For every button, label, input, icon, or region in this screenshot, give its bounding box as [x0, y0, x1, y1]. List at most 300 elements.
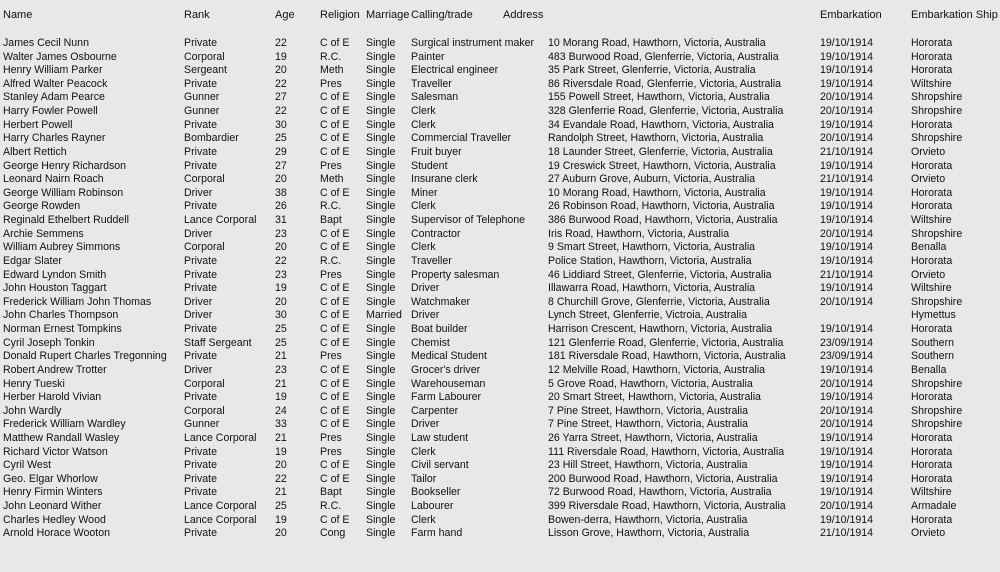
- cell-marriage: Single: [366, 431, 396, 444]
- cell-trade: Fruit buyer: [411, 145, 462, 158]
- cell-address: 86 Riversdale Road, Glenferrie, Victoria, Australia: [548, 77, 781, 90]
- cell-address: 399 Riversdale Road, Hawthorn, Victoria, Australia: [548, 500, 786, 513]
- cell-rank: Private: [184, 268, 217, 281]
- cell-religion: C of E: [320, 377, 350, 390]
- table-row: [0, 119, 1000, 133]
- cell-marriage: Single: [366, 254, 396, 267]
- table-row: [0, 405, 1000, 419]
- cell-address: 9 Smart Street, Hawthorn, Victoria, Australia: [548, 241, 756, 254]
- cell-address: Iris Road, Hawthorn, Victoria, Australia: [548, 227, 730, 240]
- cell-marriage: Single: [366, 472, 396, 485]
- cell-trade: Student: [411, 159, 448, 172]
- cell-address: 10 Morang Road, Hawthorn, Victoria, Australia: [548, 37, 766, 49]
- cell-address: 20 Smart Street, Hawthorn, Victoria, Australia: [548, 391, 761, 404]
- cell-address: 155 Powell Street, Hawthorn, Victoria, Australia: [548, 91, 770, 104]
- cell-age: 25: [275, 336, 287, 349]
- cell-marriage: Single: [366, 445, 396, 458]
- cell-rank: Corporal: [184, 404, 225, 417]
- cell-address: Illawarra Road, Hawthorn, Victoria, Australia: [548, 282, 756, 295]
- cell-age: 22: [275, 37, 287, 49]
- cell-religion: C of E: [320, 391, 350, 404]
- cell-trade: Traveller: [411, 77, 452, 90]
- cell-rank: Gunner: [184, 418, 220, 431]
- cell-name: Herbert Powell: [3, 118, 73, 131]
- cell-marriage: Single: [366, 377, 396, 390]
- table-row: [0, 187, 1000, 201]
- cell-trade: Boat builder: [411, 323, 468, 336]
- cell-ship: Hororata: [911, 459, 953, 472]
- cell-rank: Private: [184, 254, 217, 267]
- cell-marriage: Single: [366, 268, 396, 281]
- cell-address: 34 Evandale Road, Hawthorn, Victoria, Australia: [548, 118, 774, 131]
- cell-marriage: Single: [366, 200, 396, 213]
- cell-name: Charles Hedley Wood: [3, 513, 106, 526]
- cell-marriage: Single: [366, 282, 396, 295]
- cell-embarkation: 23/09/1914: [820, 350, 874, 363]
- cell-age: 21: [275, 350, 287, 363]
- cell-trade: Property salesman: [411, 268, 500, 281]
- cell-age: 22: [275, 472, 287, 485]
- cell-marriage: Single: [366, 527, 396, 540]
- table-row: [0, 432, 1000, 446]
- cell-religion: Pres: [320, 445, 342, 458]
- cell-ship: Hororata: [911, 445, 953, 458]
- cell-embarkation: 21/10/1914: [820, 173, 874, 186]
- cell-age: 38: [275, 186, 287, 199]
- cell-age: 31: [275, 214, 287, 227]
- cell-trade: Medical Student: [411, 350, 487, 363]
- header-address: Address: [503, 9, 544, 21]
- cell-ship: Hymettus: [911, 309, 956, 322]
- cell-trade: Bookseller: [411, 486, 461, 499]
- cell-religion: Meth: [320, 64, 344, 77]
- cell-embarkation: 19/10/1914: [820, 391, 874, 404]
- cell-trade: Clerk: [411, 241, 436, 254]
- cell-embarkation: 20/10/1914: [820, 295, 874, 308]
- cell-trade: Salesman: [411, 91, 459, 104]
- cell-age: 29: [275, 145, 287, 158]
- cell-name: William Aubrey Simmons: [3, 241, 121, 254]
- table-row: [0, 160, 1000, 174]
- table-row: [0, 78, 1000, 92]
- header-ship: Embarkation Ship: [911, 9, 998, 21]
- cell-embarkation: 19/10/1914: [820, 214, 874, 227]
- cell-marriage: Single: [366, 37, 396, 49]
- table-row: [0, 228, 1000, 242]
- cell-trade: Clerk: [411, 445, 436, 458]
- cell-name: James Cecil Nunn: [3, 37, 89, 49]
- cell-marriage: Single: [366, 513, 396, 526]
- cell-embarkation: 19/10/1914: [820, 241, 874, 254]
- cell-rank: Private: [184, 350, 217, 363]
- cell-religion: C of E: [320, 309, 350, 322]
- cell-ship: Hororata: [911, 118, 953, 131]
- cell-age: 27: [275, 159, 287, 172]
- cell-marriage: Single: [366, 404, 396, 417]
- table-row: [0, 350, 1000, 364]
- cell-ship: Shropshire: [911, 377, 963, 390]
- cell-marriage: Married: [366, 309, 402, 322]
- cell-name: Geo. Elgar Whorlow: [3, 472, 98, 485]
- cell-embarkation: 20/10/1914: [820, 418, 874, 431]
- cell-age: 27: [275, 91, 287, 104]
- cell-rank: Private: [184, 486, 217, 499]
- cell-ship: Orvieto: [911, 145, 946, 158]
- cell-name: Henry Tueski: [3, 377, 65, 390]
- cell-address: 46 Liddiard Street, Glenferrie, Victoria, Australia: [548, 268, 772, 281]
- cell-age: 33: [275, 418, 287, 431]
- cell-marriage: Single: [366, 500, 396, 513]
- cell-ship: Hororata: [911, 159, 953, 172]
- cell-ship: Orvieto: [911, 173, 946, 186]
- cell-age: 20: [275, 64, 287, 77]
- cell-name: Frederick William John Thomas: [3, 295, 152, 308]
- cell-name: Reginald Ethelbert Ruddell: [3, 214, 130, 227]
- table-row: [0, 146, 1000, 160]
- cell-ship: Southern: [911, 350, 954, 363]
- cell-trade: Commercial Traveller: [411, 132, 512, 145]
- table-row: [0, 91, 1000, 105]
- cell-religion: C of E: [320, 513, 350, 526]
- cell-embarkation: 20/10/1914: [820, 91, 874, 104]
- cell-address: 12 Melville Road, Hawthorn, Victoria, Australia: [548, 363, 766, 376]
- cell-name: Alfred Walter Peacock: [3, 77, 108, 90]
- cell-marriage: Single: [366, 486, 396, 499]
- cell-ship: Shropshire: [911, 295, 963, 308]
- cell-address: 111 Riversdale Road, Hawthorn, Victoria, Australia: [548, 445, 785, 458]
- cell-marriage: Single: [366, 459, 396, 472]
- cell-ship: Hororata: [911, 50, 953, 63]
- cell-religion: Meth: [320, 173, 344, 186]
- table-row: [0, 459, 1000, 473]
- cell-marriage: Single: [366, 227, 396, 240]
- cell-marriage: Single: [366, 350, 396, 363]
- header-rank: Rank: [184, 9, 210, 21]
- cell-embarkation: 21/10/1914: [820, 145, 874, 158]
- cell-name: Henry Firmin Winters: [3, 486, 103, 499]
- cell-embarkation: 19/10/1914: [820, 486, 874, 499]
- table-row: [0, 473, 1000, 487]
- cell-name: John Houston Taggart: [3, 282, 107, 295]
- cell-ship: Hororata: [911, 64, 953, 77]
- cell-marriage: Single: [366, 105, 396, 118]
- cell-ship: Wiltshire: [911, 282, 952, 295]
- cell-trade: Supervisor of Telephone: [411, 214, 526, 227]
- table-row: [0, 527, 1000, 541]
- cell-embarkation: 19/10/1914: [820, 513, 874, 526]
- cell-name: Herber Harold Vivian: [3, 391, 102, 404]
- cell-rank: Private: [184, 77, 217, 90]
- cell-age: 24: [275, 404, 287, 417]
- cell-rank: Driver: [184, 309, 213, 322]
- cell-embarkation: 19/10/1914: [820, 37, 874, 49]
- cell-name: Cyril West: [3, 459, 52, 472]
- cell-address: Lynch Street, Glenferrie, Victroia, Australia: [548, 309, 748, 322]
- table-row: [0, 296, 1000, 310]
- cell-marriage: Single: [366, 295, 396, 308]
- cell-trade: Clerk: [411, 200, 436, 213]
- cell-age: 20: [275, 173, 287, 186]
- cell-address: 27 Auburn Grove, Auburn, Victoria, Australia: [548, 173, 756, 186]
- cell-name: Robert Andrew Trotter: [3, 363, 107, 376]
- cell-trade: Driver: [411, 309, 440, 322]
- header-age: Age: [275, 9, 295, 21]
- cell-address: 10 Morang Road, Hawthorn, Victoria, Australia: [548, 186, 766, 199]
- cell-age: 23: [275, 268, 287, 281]
- cell-address: 35 Park Street, Glenferrie, Victoria, Australia: [548, 64, 756, 77]
- cell-name: Walter James Osbourne: [3, 50, 117, 63]
- cell-embarkation: 23/09/1914: [820, 336, 874, 349]
- cell-name: Henry William Parker: [3, 64, 103, 77]
- cell-ship: Hororata: [911, 186, 953, 199]
- cell-embarkation: 19/10/1914: [820, 459, 874, 472]
- header-name: Name: [3, 9, 33, 21]
- cell-trade: Grocer's driver: [411, 363, 481, 376]
- cell-trade: Clerk: [411, 105, 436, 118]
- cell-age: 21: [275, 377, 287, 390]
- cell-embarkation: 19/10/1914: [820, 445, 874, 458]
- table-row: [0, 105, 1000, 119]
- cell-rank: Private: [184, 37, 217, 49]
- cell-embarkation: 19/10/1914: [820, 363, 874, 376]
- cell-trade: Labourer: [411, 500, 454, 513]
- cell-religion: C of E: [320, 295, 350, 308]
- cell-address: 19 Creswick Street, Hawthorn, Victoria, Australia: [548, 159, 776, 172]
- cell-marriage: Single: [366, 77, 396, 90]
- cell-rank: Corporal: [184, 377, 225, 390]
- cell-religion: Bapt: [320, 486, 342, 499]
- cell-religion: C of E: [320, 363, 350, 376]
- cell-ship: Orvieto: [911, 268, 946, 281]
- cell-age: 25: [275, 323, 287, 336]
- cell-ship: Wiltshire: [911, 486, 952, 499]
- cell-religion: C of E: [320, 37, 350, 49]
- cell-religion: R.C.: [320, 50, 342, 63]
- cell-trade: Law student: [411, 431, 469, 444]
- table-row: [0, 200, 1000, 214]
- cell-religion: Bapt: [320, 214, 342, 227]
- cell-marriage: Single: [366, 132, 396, 145]
- cell-age: 21: [275, 486, 287, 499]
- cell-ship: Benalla: [911, 363, 947, 376]
- cell-rank: Driver: [184, 363, 213, 376]
- table-row: [0, 418, 1000, 432]
- cell-religion: C of E: [320, 132, 350, 145]
- cell-rank: Bombardier: [184, 132, 239, 145]
- cell-address: 72 Burwood Road, Hawthorn, Victoria, Australia: [548, 486, 772, 499]
- cell-trade: Electrical engineer: [411, 64, 499, 77]
- cell-marriage: Single: [366, 363, 396, 376]
- cell-age: 22: [275, 77, 287, 90]
- cell-religion: Pres: [320, 268, 342, 281]
- cell-rank: Private: [184, 200, 217, 213]
- cell-ship: Orvieto: [911, 527, 946, 540]
- cell-embarkation: 20/10/1914: [820, 227, 874, 240]
- cell-age: 30: [275, 309, 287, 322]
- cell-age: 20: [275, 459, 287, 472]
- table-row: [0, 337, 1000, 351]
- table-row: [0, 64, 1000, 78]
- cell-age: 22: [275, 254, 287, 267]
- cell-religion: Pres: [320, 159, 342, 172]
- cell-ship: Armadale: [911, 500, 957, 513]
- cell-religion: Pres: [320, 350, 342, 363]
- cell-rank: Corporal: [184, 173, 225, 186]
- header-embarkation: Embarkation: [820, 9, 882, 21]
- cell-name: Frederick William Wardley: [3, 418, 126, 431]
- cell-marriage: Single: [366, 145, 396, 158]
- cell-name: Edward Lyndon Smith: [3, 268, 107, 281]
- cell-age: 19: [275, 50, 287, 63]
- cell-address: 8 Churchill Grove, Glenferrie, Victoria, Australia: [548, 295, 770, 308]
- cell-name: Richard Victor Watson: [3, 445, 108, 458]
- cell-rank: Lance Corporal: [184, 214, 257, 227]
- table-row: [0, 132, 1000, 146]
- cell-age: 30: [275, 118, 287, 131]
- cell-name: Cyril Joseph Tonkin: [3, 336, 95, 349]
- cell-ship: Hororata: [911, 472, 953, 485]
- cell-embarkation: 21/10/1914: [820, 527, 874, 540]
- cell-embarkation: 19/10/1914: [820, 50, 874, 63]
- table-row: [0, 514, 1000, 528]
- cell-trade: Traveller: [411, 254, 452, 267]
- cell-age: 25: [275, 500, 287, 513]
- cell-name: Arnold Horace Wooton: [3, 527, 110, 540]
- cell-trade: Carpenter: [411, 404, 459, 417]
- cell-marriage: Single: [366, 323, 396, 336]
- cell-name: George Rowden: [3, 200, 81, 213]
- cell-rank: Private: [184, 282, 217, 295]
- cell-age: 26: [275, 200, 287, 213]
- cell-rank: Gunner: [184, 105, 220, 118]
- header-religion: Religion: [320, 9, 360, 21]
- cell-address: 386 Burwood Road, Hawthorn, Victoria, Australia: [548, 214, 778, 227]
- cell-address: 483 Burwood Road, Glenferrie, Victoria, Australia: [548, 50, 779, 63]
- cell-rank: Staff Sergeant: [184, 336, 252, 349]
- cell-rank: Driver: [184, 295, 213, 308]
- cell-religion: C of E: [320, 145, 350, 158]
- table-row: [0, 37, 1000, 51]
- table-row: [0, 323, 1000, 337]
- table-row: [0, 241, 1000, 255]
- cell-ship: Shropshire: [911, 404, 963, 417]
- cell-marriage: Single: [366, 91, 396, 104]
- cell-embarkation: 19/10/1914: [820, 472, 874, 485]
- cell-religion: C of E: [320, 186, 350, 199]
- cell-religion: C of E: [320, 282, 350, 295]
- cell-marriage: Single: [366, 418, 396, 431]
- table-row: [0, 500, 1000, 514]
- cell-embarkation: 19/10/1914: [820, 282, 874, 295]
- cell-marriage: Single: [366, 64, 396, 77]
- cell-marriage: Single: [366, 241, 396, 254]
- cell-age: 20: [275, 241, 287, 254]
- cell-embarkation: 19/10/1914: [820, 159, 874, 172]
- cell-trade: Driver: [411, 418, 440, 431]
- cell-trade: Civil servant: [411, 459, 469, 472]
- cell-name: Norman Ernest Tompkins: [3, 323, 122, 336]
- cell-religion: Pres: [320, 77, 342, 90]
- cell-religion: R.C.: [320, 500, 342, 513]
- cell-address: 7 Pine Street, Hawthorn, Victoria, Australia: [548, 404, 749, 417]
- cell-trade: Tailor: [411, 472, 437, 485]
- cell-religion: Pres: [320, 431, 342, 444]
- cell-rank: Lance Corporal: [184, 431, 257, 444]
- cell-rank: Private: [184, 323, 217, 336]
- cell-address: 181 Riversdale Road, Hawthorn, Victoria, Australia: [548, 350, 786, 363]
- cell-embarkation: 19/10/1914: [820, 77, 874, 90]
- cell-embarkation: 19/10/1914: [820, 431, 874, 444]
- cell-rank: Private: [184, 145, 217, 158]
- cell-address: 7 Pine Street, Hawthorn, Victoria, Australia: [548, 418, 749, 431]
- cell-name: Donald Rupert Charles Tregonning: [3, 350, 167, 363]
- table-header: [0, 6, 1000, 24]
- cell-trade: Painter: [411, 50, 445, 63]
- cell-age: 22: [275, 105, 287, 118]
- table-row: [0, 391, 1000, 405]
- cell-trade: Clerk: [411, 513, 436, 526]
- cell-religion: R.C.: [320, 254, 342, 267]
- cell-rank: Lance Corporal: [184, 513, 257, 526]
- cell-name: John Leonard Wither: [3, 500, 102, 513]
- cell-age: 19: [275, 513, 287, 526]
- cell-ship: Hororata: [911, 391, 953, 404]
- cell-ship: Hororata: [911, 200, 953, 213]
- cell-age: 19: [275, 445, 287, 458]
- cell-ship: Shropshire: [911, 132, 963, 145]
- cell-rank: Gunner: [184, 91, 220, 104]
- cell-rank: Private: [184, 391, 217, 404]
- cell-marriage: Single: [366, 391, 396, 404]
- cell-embarkation: 20/10/1914: [820, 404, 874, 417]
- cell-address: 23 Hill Street, Hawthorn, Victoria, Australia: [548, 459, 748, 472]
- cell-embarkation: 19/10/1914: [820, 254, 874, 267]
- cell-name: Albert Rettich: [3, 145, 67, 158]
- cell-address: 200 Burwood Road, Hawthorn, Victoria, Australia: [548, 472, 778, 485]
- cell-religion: C of E: [320, 105, 350, 118]
- cell-address: Bowen-derra, Hawthorn, Victoria, Australia: [548, 513, 748, 526]
- cell-address: 18 Launder Street, Glenferrie, Victoria, Australia: [548, 145, 773, 158]
- cell-marriage: Single: [366, 50, 396, 63]
- cell-embarkation: 19/10/1914: [820, 186, 874, 199]
- cell-religion: R.C.: [320, 200, 342, 213]
- cell-name: John Wardly: [3, 404, 62, 417]
- cell-ship: Hororata: [911, 254, 953, 267]
- cell-ship: Hororata: [911, 513, 953, 526]
- cell-embarkation: 20/10/1914: [820, 500, 874, 513]
- cell-religion: C of E: [320, 118, 350, 131]
- cell-age: 21: [275, 431, 287, 444]
- cell-religion: Cong: [320, 527, 346, 540]
- cell-religion: C of E: [320, 404, 350, 417]
- cell-trade: Miner: [411, 186, 438, 199]
- table-row: [0, 173, 1000, 187]
- cell-age: 19: [275, 391, 287, 404]
- cell-rank: Driver: [184, 186, 213, 199]
- cell-name: George William Robinson: [3, 186, 124, 199]
- cell-rank: Corporal: [184, 50, 225, 63]
- header-marriage: Marriage: [366, 9, 410, 21]
- cell-trade: Insurane clerk: [411, 173, 478, 186]
- cell-name: George Henry Richardson: [3, 159, 127, 172]
- cell-ship: Hororata: [911, 37, 953, 49]
- cell-age: 23: [275, 363, 287, 376]
- cell-age: 19: [275, 282, 287, 295]
- cell-trade: Farm Labourer: [411, 391, 482, 404]
- cell-marriage: Single: [366, 173, 396, 186]
- cell-religion: C of E: [320, 323, 350, 336]
- cell-trade: Chemist: [411, 336, 450, 349]
